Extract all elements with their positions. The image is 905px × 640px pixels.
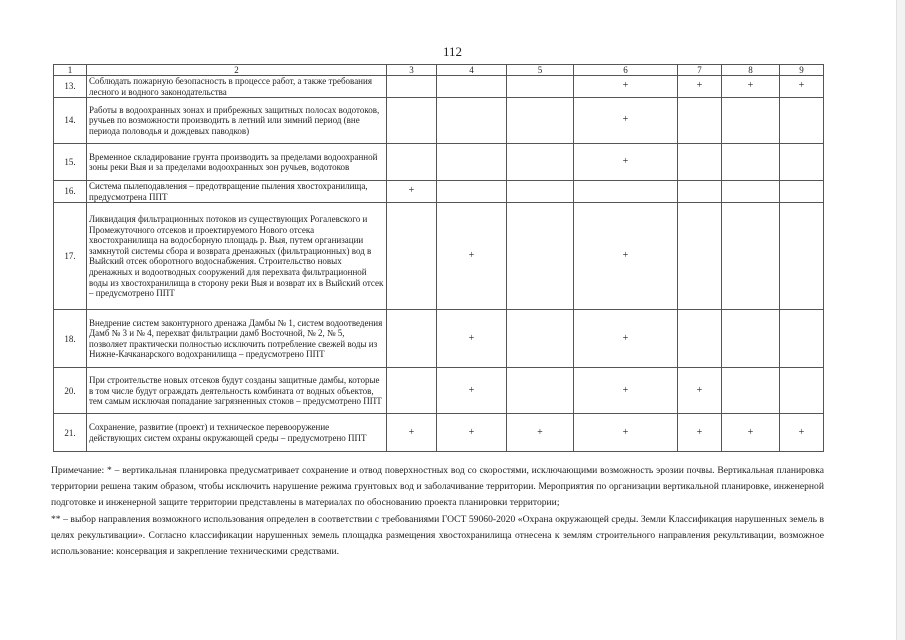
measure-text: Работы в водоохранных зонах и прибрежных защитных полосах водотоков, ручьев по возможности производить в летний или зимний период (вне периода половодья и дождевых паводков) <box>87 98 387 144</box>
table-row <box>54 144 824 181</box>
table-row <box>54 98 824 144</box>
mark-cell: + <box>780 414 824 452</box>
row-number: 14. <box>54 98 87 144</box>
mark-cell <box>780 368 824 414</box>
mark-cell <box>678 98 722 144</box>
measure-text: Система пылеподавления – предотвращение пыления хвостохранилища, предусмотрена ППТ <box>87 181 387 203</box>
row-number: 17. <box>54 203 87 310</box>
column-header: 8 <box>722 65 780 76</box>
note-paragraph: ** – выбор направления возможного использования определен в соответствии с требованиями ГОСТ 59060-2020 «Охрана окружающей среды. Земли Классификация нарушенных земель в целях рекультивации». Согласно классификации нарушенных земель площадка размещения хвостохранилища отнесена к землям строительного направления рекультивации, возможное использование: консервация и закрепление техническими средствами. <box>51 513 824 558</box>
mark-cell: + <box>574 144 678 181</box>
header-row <box>54 65 824 76</box>
table-row <box>54 203 824 310</box>
mark-cell <box>722 181 780 203</box>
page-edge <box>896 0 905 640</box>
mark-cell <box>387 144 437 181</box>
table-row <box>54 181 824 203</box>
mark-cell: + <box>387 181 437 203</box>
mark-cell <box>678 203 722 310</box>
table-row <box>54 76 824 98</box>
column-header: 2 <box>87 65 387 76</box>
column-header: 5 <box>507 65 574 76</box>
mark-cell <box>387 203 437 310</box>
mark-cell: + <box>678 414 722 452</box>
row-number: 16. <box>54 181 87 203</box>
mark-cell: + <box>678 368 722 414</box>
mark-cell <box>780 203 824 310</box>
mark-cell: + <box>437 310 507 368</box>
mark-cell: + <box>437 203 507 310</box>
mark-cell <box>507 76 574 98</box>
mark-cell: + <box>574 76 678 98</box>
row-number: 21. <box>54 414 87 452</box>
mark-cell <box>780 144 824 181</box>
mark-cell <box>780 310 824 368</box>
mark-cell <box>387 98 437 144</box>
mark-cell <box>437 98 507 144</box>
column-header: 6 <box>574 65 678 76</box>
measure-text: Соблюдать пожарную безопасность в процессе работ, а также требования лесного и водного законодательства <box>87 76 387 98</box>
mark-cell: + <box>574 310 678 368</box>
row-number: 15. <box>54 144 87 181</box>
mark-cell <box>437 76 507 98</box>
mark-cell <box>722 144 780 181</box>
mark-cell <box>507 368 574 414</box>
mark-cell: + <box>574 203 678 310</box>
measures-table <box>53 64 824 452</box>
mark-cell <box>722 98 780 144</box>
mark-cell: + <box>678 76 722 98</box>
table-row <box>54 310 824 368</box>
column-header: 3 <box>387 65 437 76</box>
measure-text: Ликвидация фильтрационных потоков из существующих Рогалевского и Промежуточного отсеков и проектируемого Нового отсека хвостохранилища на водосборную площадь р. Выя, путем организации замкнутой системы сбора и возврата дренажных (фильтрационных) вод в Выйский отсек оборотного водоснабжения. Строительство новых дренажных и водоотводных сооружений для перехвата фильтрационной воды из хвостохранилища в сторону реки Выя и возврат их в Выйский отсек – предусмотрено ППТ <box>87 203 387 310</box>
mark-cell <box>678 181 722 203</box>
mark-cell <box>780 98 824 144</box>
column-header: 7 <box>678 65 722 76</box>
measure-text: Внедрение систем законтурного дренажа Дамбы № 1, систем водоотведения Дамб № 3 и № 4, перехват фильтрации дамб Восточной, № 2, № 5, позволяет практически полностью исключить потребление свежей воды из Нижне-Качканарского водохранилища – предусмотрено ППТ <box>87 310 387 368</box>
mark-cell: + <box>722 414 780 452</box>
mark-cell <box>387 76 437 98</box>
mark-cell: + <box>722 76 780 98</box>
mark-cell <box>437 181 507 203</box>
column-header: 1 <box>54 65 87 76</box>
mark-cell: + <box>574 98 678 144</box>
mark-cell <box>387 368 437 414</box>
mark-cell <box>387 310 437 368</box>
mark-cell <box>780 181 824 203</box>
row-number: 20. <box>54 368 87 414</box>
mark-cell <box>678 144 722 181</box>
notes <box>51 463 824 560</box>
mark-cell <box>437 144 507 181</box>
table-row <box>54 368 824 414</box>
mark-cell <box>507 203 574 310</box>
column-header: 4 <box>437 65 507 76</box>
mark-cell <box>722 368 780 414</box>
mark-cell <box>507 181 574 203</box>
mark-cell: + <box>437 414 507 452</box>
mark-cell <box>507 310 574 368</box>
mark-cell: + <box>437 368 507 414</box>
measure-text: Временное складирование грунта производить за пределами водоохранной зоны реки Выя и за пределами водоохранных зон ручьев, водотоков <box>87 144 387 181</box>
mark-cell <box>722 203 780 310</box>
mark-cell <box>507 98 574 144</box>
mark-cell: + <box>574 368 678 414</box>
column-header: 9 <box>780 65 824 76</box>
page-number: 112 <box>442 44 463 59</box>
note-paragraph: Примечание: * – вертикальная планировка предусматривает сохранение и отвод поверхностных вод со скоростями, исключающими возможность эрозии почвы. Вертикальная планировка территории решена таким образом, чтобы исключить нарушение режима грунтовых вод и заболачивание территории. Мероприятия по организации вертикальной планировке, инженерной подготовке и инженерной защите территории представлены в материалах по обоснованию проекта планировки территории; <box>51 465 824 509</box>
measure-text: При строительстве новых отсеков будут созданы защитные дамбы, которые в том числе будут ограждать деятельность комбината от водных объектов, тем самым исключая попадание загрязненных стоков – предусмотрено ППТ <box>87 368 387 414</box>
mark-cell: + <box>780 76 824 98</box>
mark-cell: + <box>387 414 437 452</box>
mark-cell: + <box>507 414 574 452</box>
mark-cell <box>678 310 722 368</box>
mark-cell <box>722 310 780 368</box>
mark-cell <box>574 181 678 203</box>
row-number: 13. <box>54 76 87 98</box>
row-number: 18. <box>54 310 87 368</box>
table-row <box>54 414 824 452</box>
mark-cell <box>507 144 574 181</box>
measure-text: Сохранение, развитие (проект) и техническое перевооружение действующих систем охраны окружающей среды – предусмотрено ППТ <box>87 414 387 452</box>
mark-cell: + <box>574 414 678 452</box>
